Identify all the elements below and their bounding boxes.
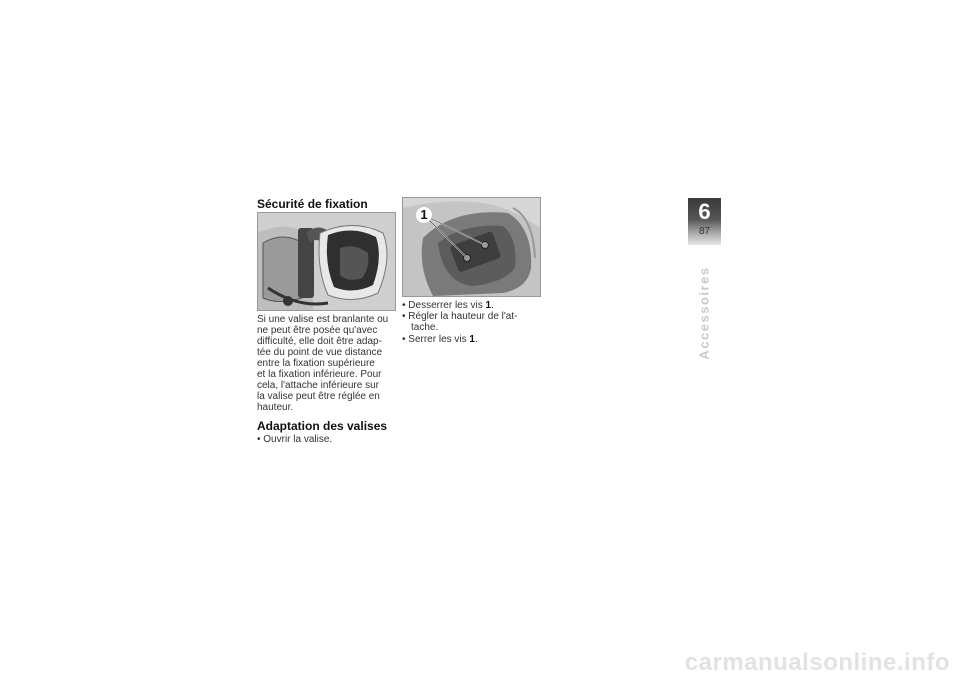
chapter-number: 6 [698, 199, 711, 224]
bullet-punct: . [474, 334, 478, 345]
paragraph-line: ne peut être posée qu'avec [257, 325, 378, 336]
section-heading-adaptation: Adaptation des valises [257, 419, 388, 433]
watermark: carmanualsonline.info [684, 649, 950, 676]
paragraph-line: cela, l'attache inférieure sur [257, 380, 379, 391]
screw-ref: 1 [485, 300, 492, 311]
bullet-item: • Ouvrir la valise. [257, 434, 333, 445]
chapter-title: Accessoires [696, 266, 712, 360]
bullet-item: • Serrer les vis 1. [402, 334, 478, 345]
bullet-text: Régler la hauteur de l'at- [408, 311, 518, 322]
bullet-continuation: tache. [411, 322, 439, 333]
fixation-paragraph [257, 314, 397, 413]
paragraph-line: tée du point de vue distance [257, 347, 383, 358]
page-number: 87 [698, 226, 711, 237]
paragraph-line: difficulté, elle doit être adap- [257, 336, 382, 347]
photo-case-mount [257, 212, 396, 311]
case-mount-illustration [258, 213, 395, 310]
bullet-punct: . [491, 300, 494, 311]
bullet-text: Serrer les vis [408, 334, 470, 345]
bullet-text: Ouvrir la valise. [263, 434, 333, 445]
screw-ref: 1 [469, 334, 475, 345]
paragraph-line: et la fixation inférieure. Pour [257, 369, 382, 380]
bullet-item: • Desserrer les vis 1. [402, 300, 494, 311]
paragraph-line: entre la fixation supérieure [257, 358, 375, 369]
bullet-item: • Régler la hauteur de l'at- [402, 311, 518, 322]
paragraph-line: Si une valise est branlante ou [257, 314, 389, 325]
section-heading-securite: Sécurité de fixation [257, 197, 368, 211]
paragraph-line: hauteur. [257, 402, 294, 413]
photo-case-screws [402, 197, 541, 297]
callout-label: 1 [416, 207, 432, 223]
bullet-text: Desserrer les vis [408, 300, 486, 311]
paragraph-line: la valise peut être réglée en [257, 391, 380, 402]
